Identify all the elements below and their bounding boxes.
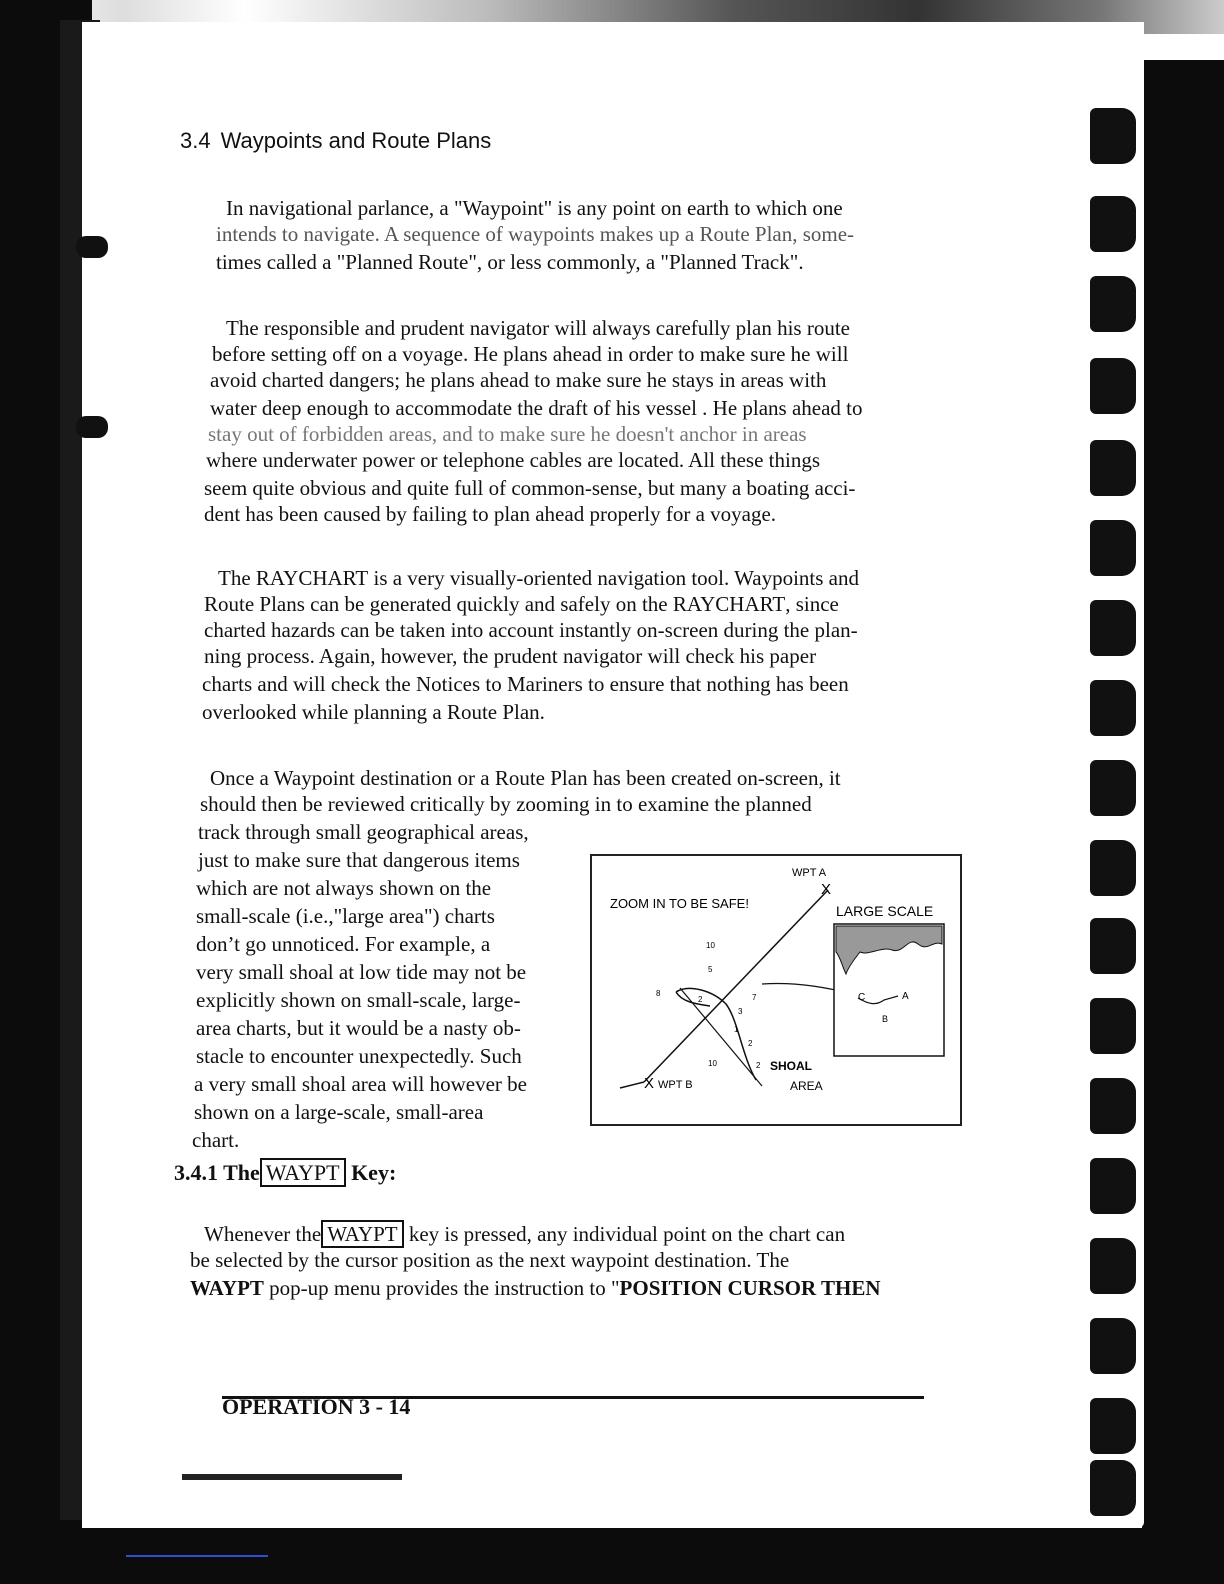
section-title: Waypoints and Route Plans — [220, 128, 492, 153]
binder-ring — [1090, 196, 1136, 252]
scan-mark — [126, 1555, 268, 1557]
text-line: The RAYCHART is a very visually-oriented navigation tool. Waypoints and — [218, 566, 859, 590]
binder-ring — [1090, 520, 1136, 576]
text-line: charted hazards can be taken into account instantly on-screen during the plan- — [204, 618, 858, 642]
waypt-menu-name: WAYPT — [190, 1276, 264, 1300]
text-line: don’t go unnoticed. For example, a — [196, 932, 491, 956]
left-notch — [76, 236, 108, 258]
binder-ring — [1090, 918, 1136, 974]
depth-sounding: 10 — [708, 1059, 717, 1068]
binder-ring — [1090, 680, 1136, 736]
text-line: The responsible and prudent navigator will always carefully plan his route — [226, 316, 850, 340]
section-heading — [180, 128, 491, 154]
section-number: 3.4 — [180, 128, 211, 153]
waypt-key-label: WAYPT — [260, 1158, 346, 1187]
text-line: track through small geographical areas, — [198, 820, 529, 844]
text-line: should then be reviewed critically by zooming in to examine the planned — [200, 792, 812, 816]
subsection-number: 3.4.1 — [174, 1160, 218, 1185]
text-line: small-scale (i.e.,"large area") charts — [196, 904, 495, 928]
text-line: which are not always shown on the — [196, 876, 492, 900]
binder-ring — [1090, 998, 1136, 1054]
depth-sounding: 2 — [756, 1061, 761, 1070]
text-line: just to make sure that dangerous items — [198, 848, 520, 872]
binder-ring — [1090, 358, 1136, 414]
depth-sounding: 10 — [706, 941, 715, 950]
text-line: before setting off on a voyage. He plans ahead in order to make sure he will — [212, 342, 849, 366]
text-line: Once a Waypoint destination or a Route Plan has been created on-screen, it — [210, 766, 841, 790]
large-scale-label: LARGE SCALE — [836, 903, 934, 919]
depth-sounding: 7 — [752, 993, 757, 1002]
scan-right-edge — [1142, 60, 1224, 1584]
text-line: Whenever the WAYPT key is pressed, any individual point on the chart can — [204, 1222, 846, 1246]
inset-letter-a: A — [902, 991, 909, 1002]
route-tail — [620, 1082, 644, 1088]
binder-ring — [1090, 840, 1136, 896]
text-line: chart. — [192, 1128, 240, 1152]
text-line: charts and will check the Notices to Mariners to ensure that nothing has been — [202, 672, 849, 696]
instruction-text: POSITION CURSOR THEN — [619, 1276, 881, 1300]
zoom-label: ZOOM IN TO BE SAFE! — [610, 896, 749, 911]
scan-mark — [182, 1474, 402, 1480]
text-line: ning process. Again, however, the prudent navigator will check his paper — [204, 644, 817, 668]
text-line: shown on a large-scale, small-area — [194, 1100, 484, 1124]
page-footer: OPERATION 3 - 14 — [222, 1394, 411, 1419]
wpt-b-label: WPT B — [658, 1079, 693, 1091]
depth-sounding: 8 — [656, 989, 661, 998]
text-line: WAYPT pop-up menu provides the instruction to "POSITION CURSOR THEN — [190, 1276, 881, 1300]
depth-sounding: 2 — [748, 1039, 753, 1048]
route-line — [644, 890, 828, 1082]
shoal-label: SHOAL — [770, 1059, 812, 1073]
area-label: AREA — [790, 1079, 823, 1093]
text-line: water deep enough to accommodate the draft of his vessel . He plans ahead to — [210, 396, 863, 420]
text-line: avoid charted dangers; he plans ahead to make sure he stays in areas with — [210, 368, 827, 392]
binder-ring — [1090, 1318, 1136, 1374]
binder-ring — [1090, 1398, 1136, 1454]
text-line: stay out of forbidden areas, and to make sure he doesn't anchor in areas — [208, 422, 807, 446]
subsection-suffix: Key: — [351, 1160, 397, 1185]
wpt-a-marker: X — [821, 881, 832, 898]
depth-sounding: 1 — [734, 1025, 739, 1034]
text-line: In navigational parlance, a "Waypoint" is any point on earth to which one — [226, 196, 843, 220]
text-line: stacle to encounter unexpectedly. Such — [196, 1044, 522, 1068]
subsection-heading — [174, 1160, 396, 1186]
text-line: times called a "Planned Route", or less commonly, a "Planned Track". — [216, 250, 804, 274]
text-line: a very small shoal area will however be — [194, 1072, 527, 1096]
text-line: explicitly shown on small-scale, large- — [196, 988, 521, 1012]
inset-letter-b: B — [882, 1014, 889, 1024]
zoom-diagram-svg — [592, 856, 956, 1120]
text-line: area charts, but it would be a nasty ob- — [196, 1016, 521, 1040]
text-line: Route Plans can be generated quickly and safely on the RAYCHART, since — [204, 592, 839, 616]
text-line: overlooked while planning a Route Plan. — [202, 700, 545, 724]
zoom-diagram — [590, 854, 962, 1126]
text-line: intends to navigate. A sequence of waypoints makes up a Route Plan, some- — [216, 222, 855, 246]
subsection-the: The — [223, 1160, 260, 1185]
depth-sounding: 2 — [698, 995, 703, 1004]
binder-ring — [1090, 1078, 1136, 1134]
text-line: dent has been caused by failing to plan ahead properly for a voyage. — [204, 502, 777, 526]
waypt-key-inline: WAYPT — [321, 1220, 403, 1248]
binder-ring — [1090, 600, 1136, 656]
brand-name: RAYCHART — [672, 592, 786, 616]
text-line: where underwater power or telephone cables are located. All these things — [206, 448, 821, 472]
text-line: very small shoal at low tide may not be — [196, 960, 527, 984]
left-notch — [76, 416, 108, 438]
depth-sounding: 5 — [708, 965, 713, 974]
binder-ring — [1090, 1238, 1136, 1294]
text-line: seem quite obvious and quite full of common-sense, but many a boating acci- — [204, 476, 856, 500]
binder-ring — [1090, 108, 1136, 164]
wpt-b-marker: X — [644, 1075, 655, 1092]
binder-ring — [1090, 760, 1136, 816]
binder-ring — [1090, 276, 1136, 332]
depth-sounding: 3 — [738, 1007, 743, 1016]
binder-ring — [1090, 440, 1136, 496]
text-line: be selected by the cursor position as the next waypoint destination. The — [190, 1248, 790, 1272]
binder-ring — [1090, 1460, 1136, 1516]
brand-name: RAYCHART — [255, 566, 369, 590]
wpt-a-label: WPT A — [792, 867, 827, 879]
binder-ring — [1090, 1158, 1136, 1214]
inset-letter-c: C — [858, 992, 866, 1003]
